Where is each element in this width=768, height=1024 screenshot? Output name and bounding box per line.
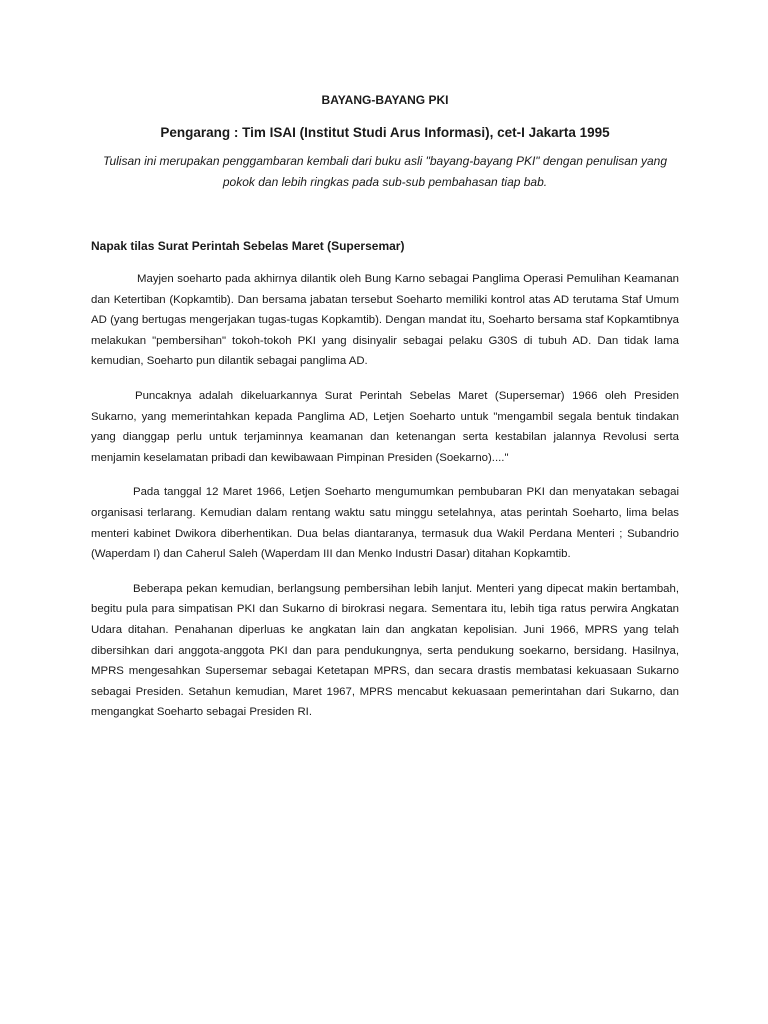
section-supersemar <box>91 237 679 723</box>
document-title: BAYANG-BAYANG PKI <box>321 93 449 107</box>
document-intro: Tulisan ini merupakan penggambaran kembali dari buku asli "bayang-bayang PKI" dengan penulisan yang pokok dan lebih ringkas pada sub-sub pembahasan tiap bab. <box>103 154 667 189</box>
section-heading: Napak tilas Surat Perintah Sebelas Maret (Supersemar) <box>91 239 405 253</box>
paragraph: Pada tanggal 12 Maret 1966, Letjen Soeharto mengumumkan pembubaran PKI dan menyatakan sebagai organisasi terlarang. Kemudian dalam rentang waktu satu minggu setelahnya, atas perintah Soeharto, lima belas menteri kabinet Dwikora diberhentikan. Dua belas diantaranya, termasuk dua Wakil Perdana Menteri ; Subandrio (Waperdam I) dan Caherul Saleh (Waperdam III dan Menko Industri Dasar) ditahan Kopkamtib. <box>91 486 679 561</box>
paragraph: Mayjen soeharto pada akhirnya dilantik oleh Bung Karno sebagai Panglima Operasi Pemulihan Keamanan dan Ketertiban (Kopkamtib). Dan bersama jabatan tersebut Soeharto memiliki kontrol atas AD terutama Staf Umum AD (yang bertugas mengerjakan tugas-tugas Kopkamtib). Dengan mandat itu, Soeharto bersama staf Kopkamtibnya melakukan "pembersihan" tokoh-tokoh PKI yang disinyalir sebagai pelaku G30S di tubuh AD. Dan tidak lama kemudian, Soeharto pun dilantik sebagai panglima AD. <box>91 273 679 368</box>
document-page <box>91 91 679 737</box>
paragraph: Beberapa pekan kemudian, berlangsung pembersihan lebih lanjut. Menteri yang dipecat makin bertambah, begitu pula para simpatisan PKI dan Sukarno di birokrasi negara. Sementara itu, lebih tiga ratus perwira Angkatan Udara ditahan. Penahanan diperluas ke angkatan lain dan angkatan kepolisian. Juni 1966, MPRS yang telah dibersihkan dari anggota-anggota PKI dan para pendukungnya, serta pendukung soekarno, bersidang. Hasilnya, MPRS mengesahkan Supersemar sebagai Ketetapan MPRS, dan secara drastis membatasi kekuasaan Sukarno sebagai Presiden. Setahun kemudian, Maret 1967, MPRS mencabut kekuasaan pemerintahan dari Sukarno, dan mengangkat Soeharto sebagai Presiden RI. <box>91 582 679 719</box>
document-subtitle: Pengarang : Tim ISAI (Institut Studi Arus Informasi), cet-I Jakarta 1995 <box>160 125 610 140</box>
paragraph: Puncaknya adalah dikeluarkannya Surat Perintah Sebelas Maret (Supersemar) 1966 oleh Presiden Sukarno, yang memerintahkan kepada Panglima AD, Letjen Soeharto untuk "mengambil segala bentuk tindakan yang dianggap perlu untuk terjaminnya keamanan dan ketenangan serta kestabilan jalannya Revolusi serta menjamin keselamatan pribadi dan kewibawaan Pimpinan Presiden (Soekarno)...." <box>91 389 679 464</box>
